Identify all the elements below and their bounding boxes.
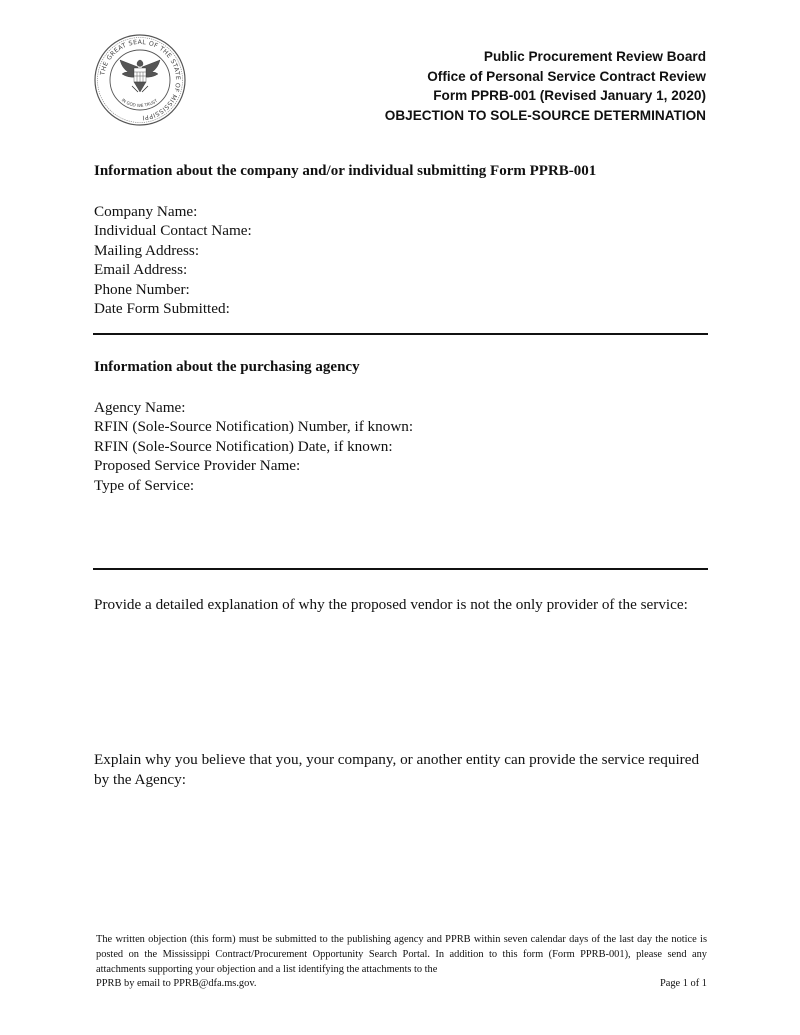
seal-motto: IN GOD WE TRUST: [120, 97, 159, 109]
date-submitted-label: Date Form Submitted:: [94, 300, 230, 318]
state-seal-icon: [94, 34, 186, 126]
email-address-label: Email Address:: [94, 261, 188, 279]
header-form-title: OBJECTION TO SOLE-SOURCE DETERMINATION: [384, 107, 706, 123]
agency-name-label: Agency Name:: [94, 399, 186, 416]
rfin-number-label: RFIN (Sole-Source Notification) Number, if known:: [94, 418, 414, 436]
agency-section-title: Information about the purchasing agency: [94, 359, 360, 375]
footer-instructions: The written objection (this form) must be submitted to the publishing agency and PPRB within seven calendar days of the last day the notice is posted on the Mississippi Contract/Procurement Opportunity Search Portal. In addition to this form (Form PPRB-001), please send any attachments supporting your objection and a list identifying the attachments to the: [96, 934, 707, 975]
service-type-label: Type of Service:: [94, 476, 195, 494]
header-office-name: Office of Personal Service Contract Review: [427, 68, 706, 84]
agency-field-list: [94, 398, 413, 495]
seal-ring-text: THE GREAT SEAL OF THE STATE OF MISSISSIPPI: [99, 38, 182, 121]
rfin-date-label: RFIN (Sole-Source Notification) Date, if known:: [94, 437, 393, 455]
company-field-list: [94, 202, 252, 318]
mailing-address-label: Mailing Address:: [94, 241, 200, 259]
phone-number-label: Phone Number:: [94, 280, 190, 298]
section-divider: [93, 568, 708, 570]
form-header: [385, 47, 706, 125]
service-provider-label: Proposed Service Provider Name:: [94, 457, 301, 475]
footer-email-line: PPRB by email to PPRB@dfa.ms.gov.: [96, 978, 257, 989]
contact-name-label: Individual Contact Name:: [94, 222, 252, 240]
company-name-label: Company Name:: [94, 203, 198, 220]
header-form-number: Form PPRB-001 (Revised January 1, 2020): [433, 88, 706, 103]
header-board-name: Public Procurement Review Board: [483, 49, 706, 64]
vendor-explanation-prompt: Provide a detailed explanation of why the proposed vendor is not the only provider of the service:: [94, 596, 688, 613]
section-divider: [93, 333, 708, 335]
alternative-provider-prompt: Explain why you believe that you, your company, or another entity can provide the service required by the Agency:: [94, 751, 700, 788]
company-section-title: Information about the company and/or individual submitting Form PPRB-001: [94, 163, 597, 179]
page-number: Page 1 of 1: [659, 978, 707, 989]
